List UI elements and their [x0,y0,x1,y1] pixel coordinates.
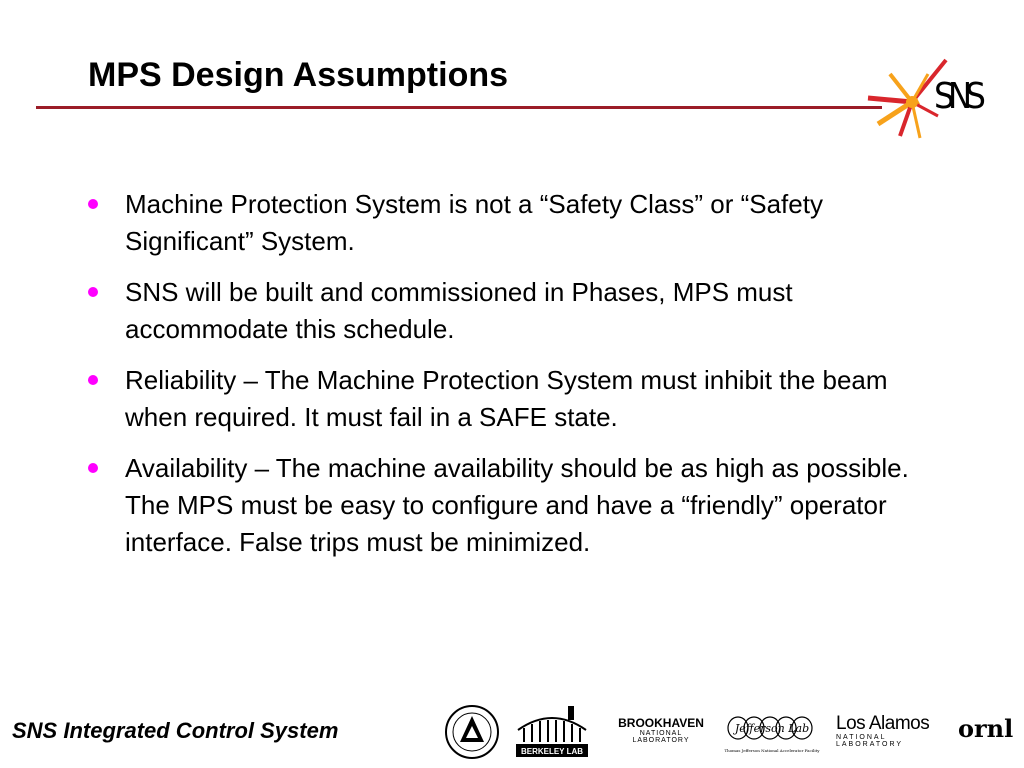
bullet-list [88,186,948,575]
los-alamos-name: Los Alamos [836,713,930,734]
los-alamos-sub: NATIONAL LABORATORY [836,734,904,748]
sns-logo-text: SNS [934,76,986,117]
berkeley-lab-logo [512,702,592,760]
title-rule [36,106,882,109]
bullet-item [88,186,948,260]
bullet-text: Reliability – The Machine Protection System must inhibit the beam when required. It must fail in a SAFE state. [125,365,888,432]
ornl-logo: ornl [958,714,1014,743]
bullet-item [88,274,948,348]
bullet-dot-icon [88,287,98,297]
slide-title: MPS Design Assumptions [88,56,509,94]
bullet-dot-icon [88,463,98,473]
svg-text:Thomas Jefferson National Acce: Thomas Jefferson National Accelerator Facility [724,748,820,753]
argonne-logo [444,702,500,762]
sns-logo [850,52,1000,142]
brookhaven-sub: NATIONAL LABORATORY [632,730,690,744]
svg-text:Jefferson Lab: Jefferson Lab [734,722,810,735]
bullet-item [88,450,948,561]
footer-title: SNS Integrated Control System [12,718,339,743]
los-alamos-logo [836,714,946,746]
bullet-text: Availability – The machine availability should be as high as possible. The MPS must be easy to configure and have a “friendly” operator interface. False trips must be minimized. [125,453,909,557]
jefferson-lab-logo [724,712,820,756]
svg-text:BERKELEY LAB: BERKELEY LAB [520,747,584,756]
bullet-item [88,362,948,436]
bullet-text: SNS will be built and commissioned in Phases, MPS must accommodate this schedule. [125,277,793,344]
brookhaven-logo [612,716,710,746]
bullet-text: Machine Protection System is not a “Safety Class” or “Safety Significant” System. [125,189,823,256]
brookhaven-name: BROOKHAVEN [618,716,704,730]
bullet-dot-icon [88,199,98,209]
bullet-dot-icon [88,375,98,385]
